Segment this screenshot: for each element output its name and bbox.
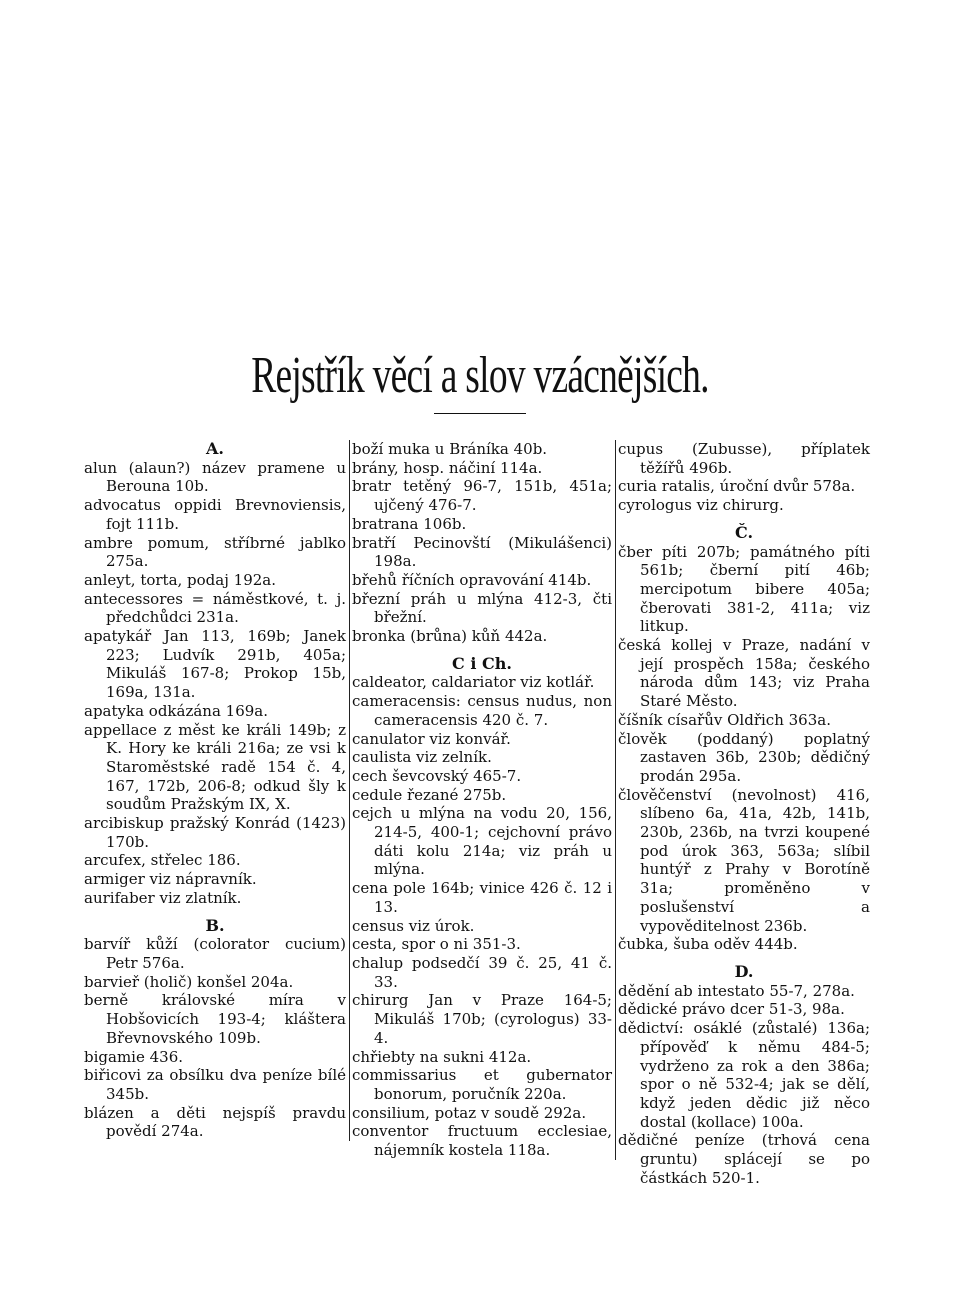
index-entry: biřicovi za obsílku dva peníze bílé 345b. [84,1066,346,1103]
index-entry: brány, hosp. náčiní 114a. [352,458,543,477]
index-entry: dědičné peníze (trhová cena gruntu) splácejí se po částkách 520-1. [618,1131,870,1187]
index-entry: bratr tetěný 96-7, 151b, 451a; ujčený 476-7. [352,477,612,515]
index-entry: caldeator, caldariator viz kotlář. [352,673,595,692]
index-entry: dědění ab intestato 55-7, 278a. [618,981,855,1000]
index-entry: advocatus oppidi Brevnoviensis, fojt 111b. [84,496,346,533]
section-heading: C i Ch. [452,653,512,673]
index-entry: člověk (poddaný) poplatný zastaven 36b, 230b; dědičný prodán 295a. [618,729,870,785]
index-column-1 [84,440,346,1141]
section-heading: Č. [734,522,754,542]
index-entry: conventor fructuum ecclesiae, nájemník kostela 118a. [352,1122,612,1160]
page-title: Rejstřík věcí a slov vzácnějších. [251,347,709,404]
index-entry: blázen a děti nejspíš pravdu povědí 274a. [84,1103,346,1141]
index-entry: člověčenství (nevolnost) 416, slíbeno 6a, 41a, 42b, 141b, 230b, 236b, na tvrzi koupené pod úrok 363, 563a; slíbil huntýř z Prahy v Borotíně 31a; proměněno v poslušenství a vypověditelnost 236b. [618,785,870,935]
index-entry: apatyka odkázána 169a. [84,701,269,720]
index-column-2 [352,440,612,1160]
index-entry: břehů říčních opravování 414b. [352,570,592,589]
index-entry: cesta, spor o ni 351-3. [352,935,521,954]
index-entry: dědické právo dcer 51-3, 98a. [618,1000,845,1019]
index-entry: ambre pomum, stříbrné jablko 275a. [84,533,346,571]
index-entry: bratrana 106b. [352,514,467,533]
index-entry: berně královské míra v Hobšovicích 193-4; kláštera Břevnovského 109b. [84,991,346,1047]
index-entry: anleyt, torta, podaj 192a. [84,570,276,589]
index-entry: chřiebty na sukni 412a. [352,1047,532,1066]
section-heading: A. [206,439,224,458]
index-entry: commissarius et gubernator bonorum, poručník 220a. [352,1066,612,1103]
index-entry: cedule řezané 275b. [352,785,507,804]
index-entry: cameracensis: census nudus, non cameracensis 420 č. 7. [352,692,612,729]
index-column-3 [618,440,870,1187]
index-entry: cech ševcovský 465-7. [352,766,522,785]
index-entry: alun (alaun?) název pramene u Berouna 10b. [84,458,346,496]
index-entry: curia ratalis, úroční dvůr 578a. [618,477,856,496]
section-heading: B. [205,915,225,935]
index-entry: čubka, šuba oděv 444b. [618,935,798,954]
section-heading: D. [734,961,754,981]
index-entry: bigamie 436. [84,1047,184,1066]
index-entry: apatykář Jan 113, 169b; Janek 223; Ludvík 291b, 405a; Mikuláš 167-8; Prokop 15b, 169a, 131a. [84,627,346,702]
index-entry: číšník císařův Oldřich 363a. [618,710,831,729]
index-entry: chalup podsedčí 39 č. 25, 41 č. 33. [352,953,612,991]
index-entry: armiger viz nápravník. [84,870,257,889]
index-entry: březní práh u mlýna 412-3, čti břežní. [352,589,612,627]
index-entry: arcibiskup pražský Konrád (1423) 170b. [84,814,346,851]
index-entry: consilium, potaz v soudě 292a. [352,1103,587,1122]
index-entry: boží muka u Bráníka 40b. [352,440,548,458]
index-entry: appellace z měst ke králi 149b; z K. Hory ke králi 216a; ze vsi k Staroměstské radě 154 č. 4, 167, 172b, 206-8; odkud šly k soudům Pražským IX, X. [84,720,346,814]
index-entry: čber píti 207b; památného píti 561b; čberní pití 46b; mercipotum bibere 405a; čberovati 381-2, 411a; viz litkup. [618,542,870,636]
index-entry: census viz úrok. [352,916,475,935]
index-entry: dědictví: osáklé (zůstalé) 136a; přípověď k němu 484-5; vydrženo za rok a den 386a; spor o ně 532-4; jak se dělí, když jeden dědic již něco dostal (kollace) 100a. [618,1019,870,1131]
index-entry: chirurg Jan v Praze 164-5; Mikuláš 170b; (cyrologus) 33-4. [352,991,612,1047]
index-entry: antecessores = náměstkové, t. j. předchůdci 231a. [84,589,346,627]
index-entry: česká kollej v Praze, nadání v její prospěch 158a; českého národa dům 143; viz Praha Staré Město. [618,636,870,711]
index-entry: barvíř kůží (colorator cucium) Petr 576a. [84,935,346,972]
index-entry: cejch u mlýna na vodu 20, 156, 214-5, 400-1; cejchovní právo dáti kolu 214a; viz práh u mlýna. [352,804,612,879]
index-entry: caulista viz zelník. [352,748,492,767]
column-divider [349,440,350,1141]
index-entry: barvieř (holič) konšel 204a. [84,972,294,991]
index-entry: aurifaber viz zlatník. [84,888,242,907]
index-entry: bronka (brůna) kůň 442a. [352,627,548,646]
index-entry: bratří Pecinovští (Mikulášenci) 198a. [352,533,612,571]
index-entry: arcufex, střelec 186. [84,851,241,870]
column-divider [615,440,616,1160]
index-entry: cyrologus viz chirurg. [618,496,784,515]
index-entry: cena pole 164b; vinice 426 č. 12 i 13. [352,879,612,916]
title-rule [434,413,526,414]
index-entry: cupus (Zubusse), příplatek těžířů 496b. [618,440,870,477]
index-entry: canulator viz konvář. [352,729,511,748]
